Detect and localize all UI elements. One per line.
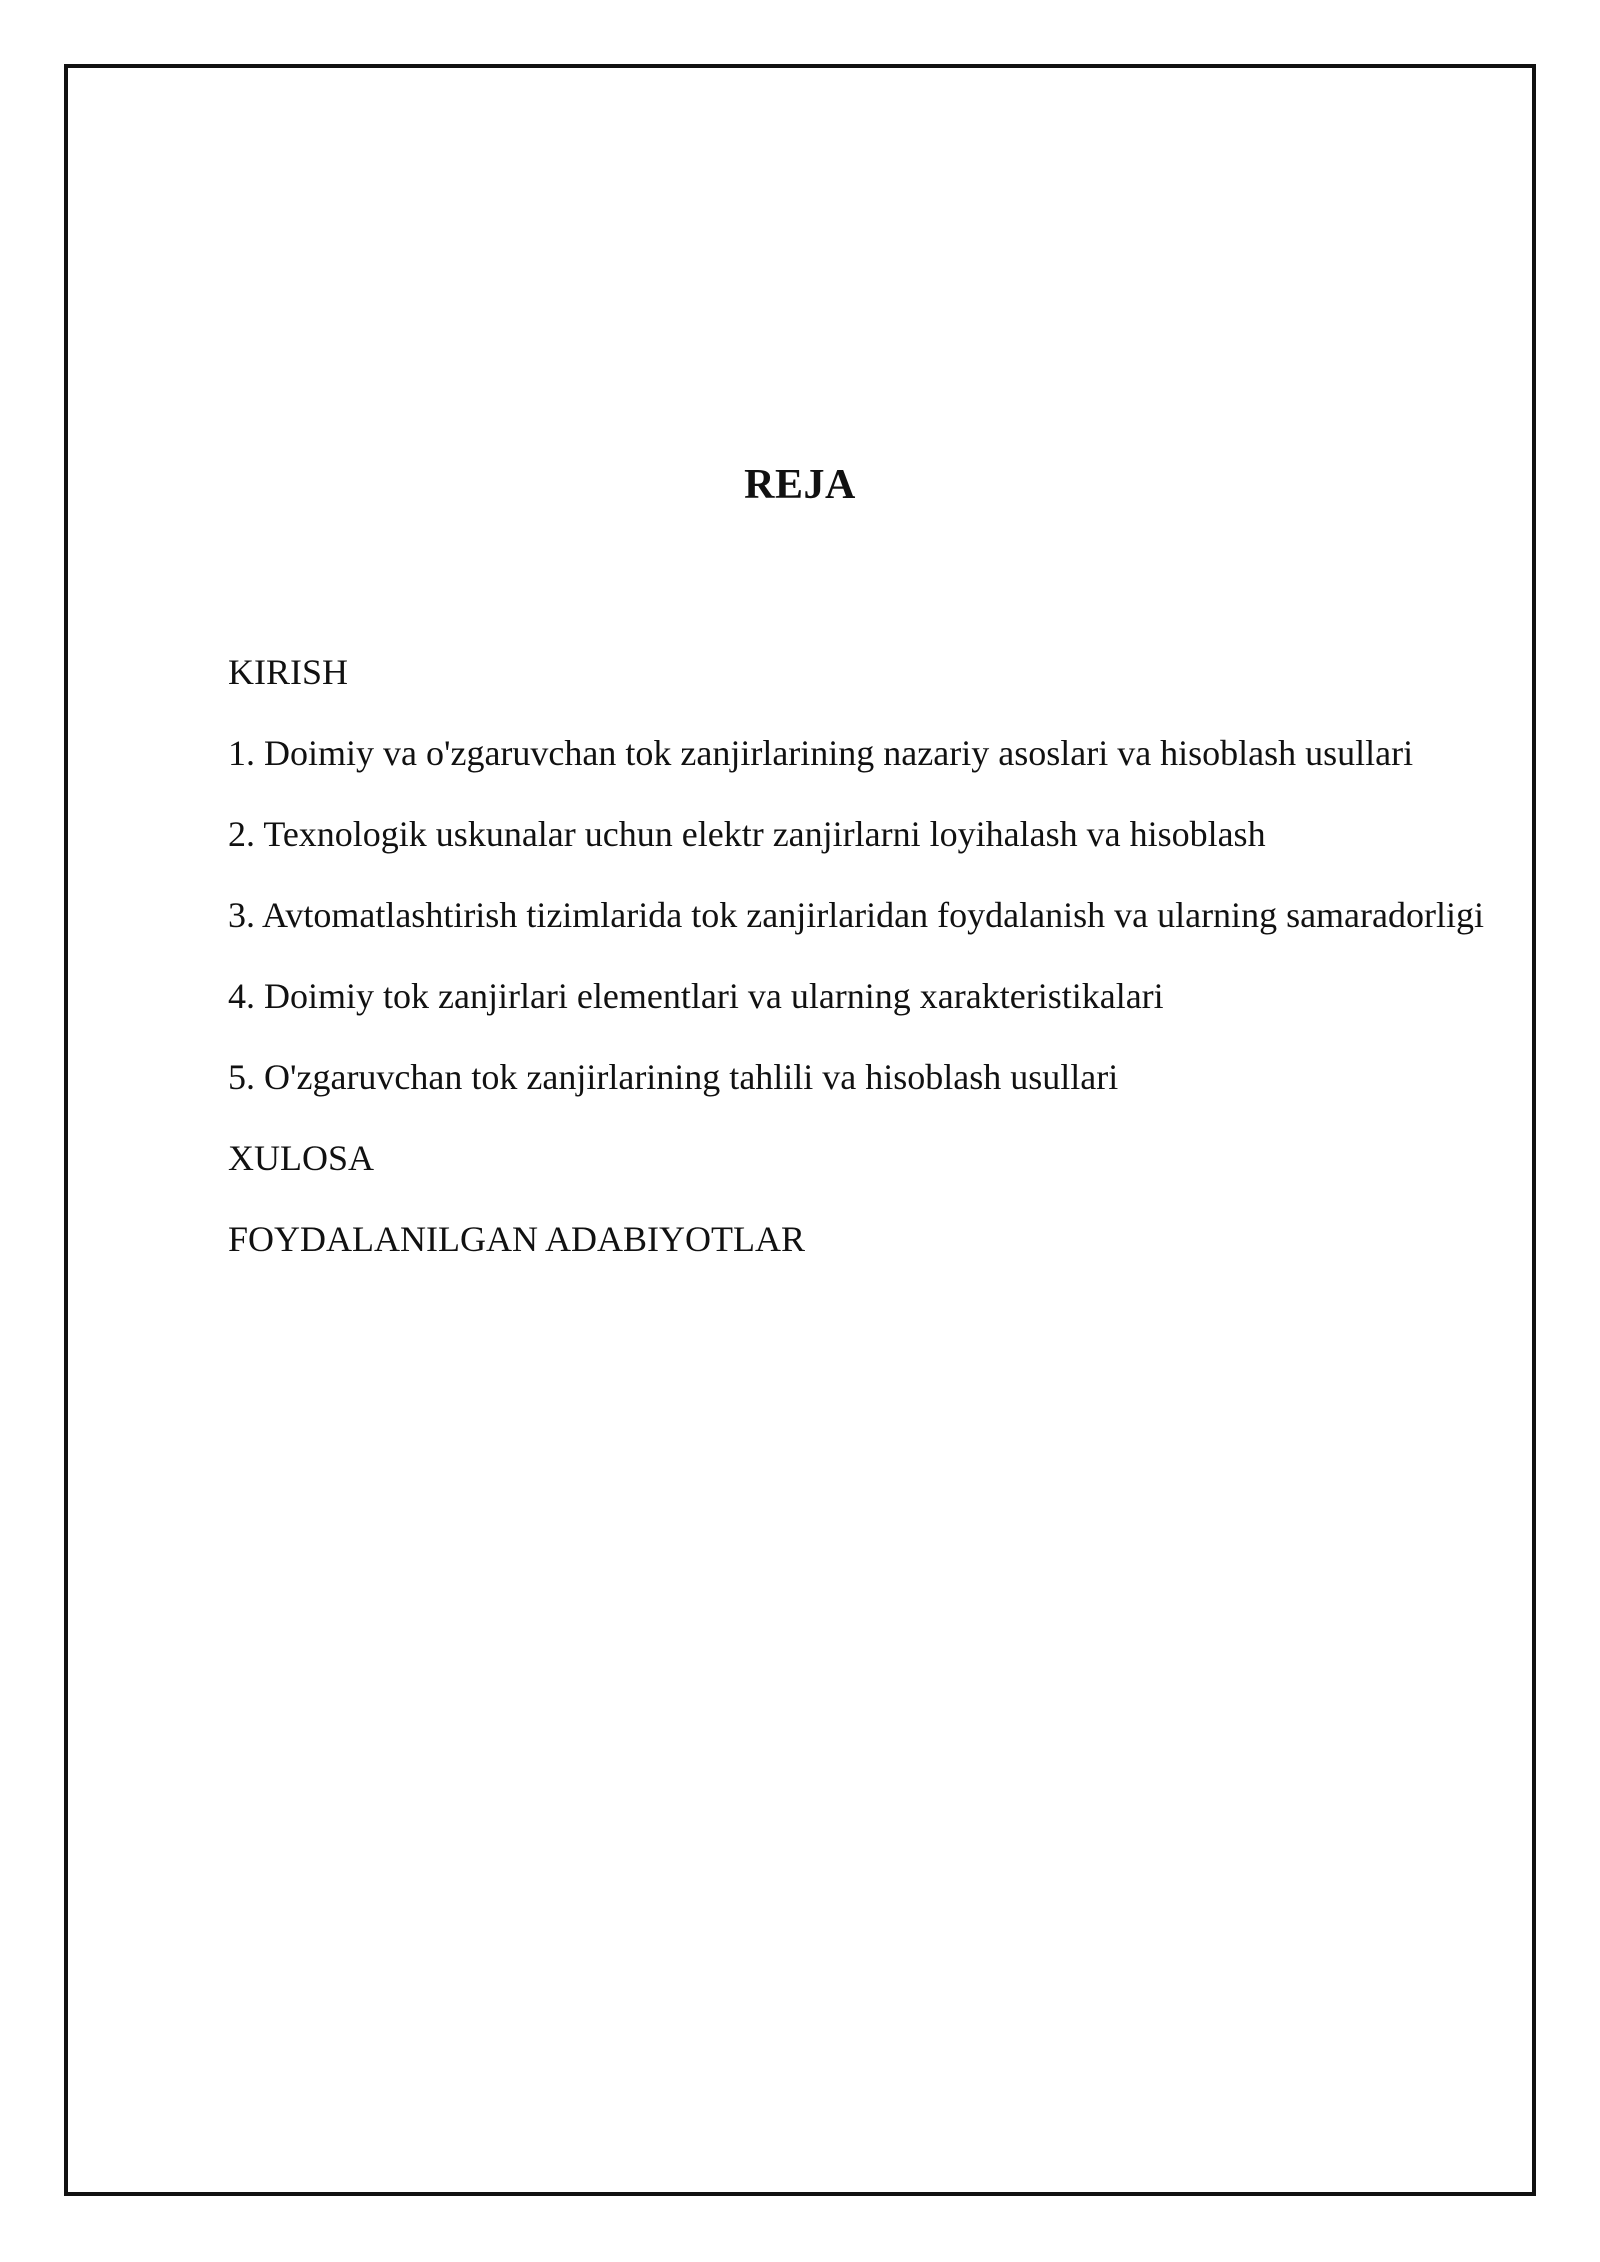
toc-item-5: 5. O'zgaruvchan tok zanjirlarining tahlili va hisoblash usullari <box>228 1057 1119 1097</box>
toc-item-adabiyotlar: FOYDALANILGAN ADABIYOTLAR <box>228 1219 805 1259</box>
toc-item-3: 3. Avtomatlashtirish tizimlarida tok zanjirlaridan foydalanish va ularning samaradorligi <box>228 895 1484 935</box>
table-of-contents <box>228 640 1488 1288</box>
toc-item-2: 2. Texnologik uskunalar uchun elektr zanjirlarni loyihalash va hisoblash <box>228 814 1266 854</box>
page-title: REJA <box>744 462 856 508</box>
toc-item-1: 1. Doimiy va o'zgaruvchan tok zanjirlarining nazariy asoslari va hisoblash usullari <box>228 733 1414 773</box>
toc-item-xulosa: XULOSA <box>228 1138 375 1178</box>
toc-item-4: 4. Doimiy tok zanjirlari elementlari va ularning xarakteristikalari <box>228 976 1164 1016</box>
toc-item-kirish: KIRISH <box>228 652 349 692</box>
